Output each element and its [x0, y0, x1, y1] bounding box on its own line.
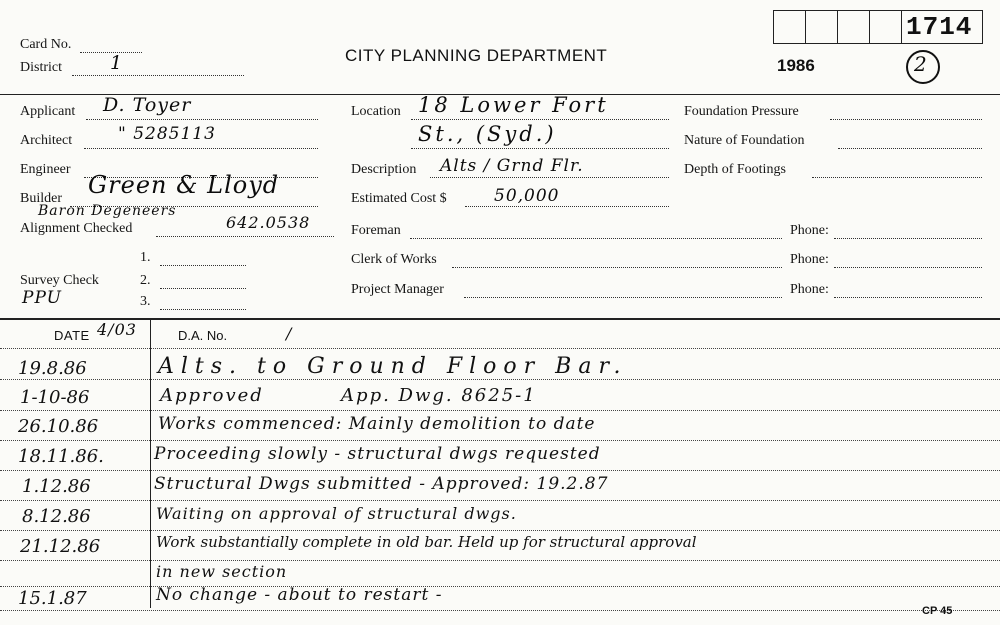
- location-line1: 18 Lower Fort: [418, 93, 609, 117]
- estimated-cost-value: 50,000: [494, 186, 560, 206]
- clerk-label: Clerk of Works: [351, 252, 437, 267]
- builder-label: Builder: [20, 191, 62, 206]
- survey-check-label: Survey Check: [20, 273, 99, 288]
- applicant-label: Applicant: [20, 104, 76, 119]
- log-entry-1-date: 19.8.86: [18, 358, 87, 379]
- description-label: Description: [351, 162, 417, 177]
- foreman-phone-label: Phone:: [790, 223, 829, 238]
- date-header-note: 4/03: [97, 320, 137, 339]
- estimated-cost-label: Estimated Cost $: [351, 191, 447, 206]
- survey-item-2-label: 2.: [140, 273, 151, 288]
- alignment-label: Alignment Checked: [20, 221, 133, 236]
- clerk-phone-label: Phone:: [790, 252, 829, 267]
- da-no-label: D.A. No.: [178, 328, 228, 343]
- log-entry-9-text: No change - about to restart -: [156, 585, 443, 605]
- file-number-box-1: [773, 10, 806, 44]
- foundation-pressure-label: Foundation Pressure: [684, 104, 799, 119]
- log-entry-6-date: 8.12.86: [22, 506, 91, 527]
- log-entry-4-date: 18.11.86.: [18, 446, 104, 467]
- alignment-value: 642.0538: [226, 213, 311, 232]
- log-entry-7-date: 21.12.86: [20, 536, 101, 557]
- file-number-box-2: [805, 10, 838, 44]
- pm-phone-label: Phone:: [790, 282, 829, 297]
- builder-note: Baron Degeneers: [38, 203, 177, 219]
- engineer-label: Engineer: [20, 162, 71, 177]
- da-no-value: /: [286, 324, 293, 343]
- card-no-label: Card No.: [20, 37, 72, 52]
- log-entry-6-text: Waiting on approval of structural dwgs.: [156, 504, 517, 523]
- log-entry-9-date: 15.1.87: [18, 588, 87, 609]
- circled-number: 2: [914, 52, 928, 76]
- department-title: CITY PLANNING DEPARTMENT: [345, 46, 608, 65]
- log-entry-5-text: Structural Dwgs submitted - Approved: 19.2.87: [154, 474, 609, 494]
- date-header: DATE: [54, 328, 90, 343]
- file-number-box-4: [869, 10, 902, 44]
- architect-label: Architect: [20, 133, 73, 148]
- log-entry-5-date: 1.12.86: [22, 476, 91, 497]
- survey-item-3-label: 3.: [140, 294, 151, 309]
- applicant-value: D. Toyer: [103, 94, 192, 116]
- log-entry-2-text: Approved App. Dwg. 8625-1: [160, 385, 537, 406]
- district-value: 1: [110, 52, 124, 74]
- foundation-nature-label: Nature of Foundation: [684, 133, 805, 148]
- log-entry-7-text: Work substantially complete in old bar. Held up for structural approval: [156, 533, 697, 551]
- file-number-box-3: [837, 10, 870, 44]
- project-manager-label: Project Manager: [351, 282, 444, 297]
- location-label: Location: [351, 104, 401, 119]
- description-value: Alts / Grnd Flr.: [440, 156, 584, 176]
- log-entry-2-date: 1-10-86: [20, 387, 90, 408]
- log-entry-8-text: in new section: [156, 562, 288, 581]
- architect-value: " 5285113: [118, 124, 216, 144]
- builder-value: Green & Lloyd: [88, 171, 280, 199]
- year: 1986: [777, 56, 815, 75]
- survey-initials: PPU: [22, 288, 62, 308]
- log-entry-3-text: Works commenced: Mainly demolition to date: [158, 414, 596, 434]
- log-entry-1-text: Alts. to Ground Floor Bar.: [158, 354, 628, 379]
- district-label: District: [20, 60, 62, 75]
- file-number: 1714: [906, 12, 973, 42]
- location-line2: St., (Syd.): [418, 122, 557, 146]
- log-entry-3-date: 26.10.86: [18, 416, 99, 437]
- survey-item-1-label: 1.: [140, 250, 151, 265]
- form-code: CP 45: [922, 605, 953, 617]
- log-entry-4-text: Proceeding slowly - structural dwgs requested: [154, 444, 601, 464]
- foreman-label: Foreman: [351, 223, 401, 238]
- footing-depth-label: Depth of Footings: [684, 162, 786, 177]
